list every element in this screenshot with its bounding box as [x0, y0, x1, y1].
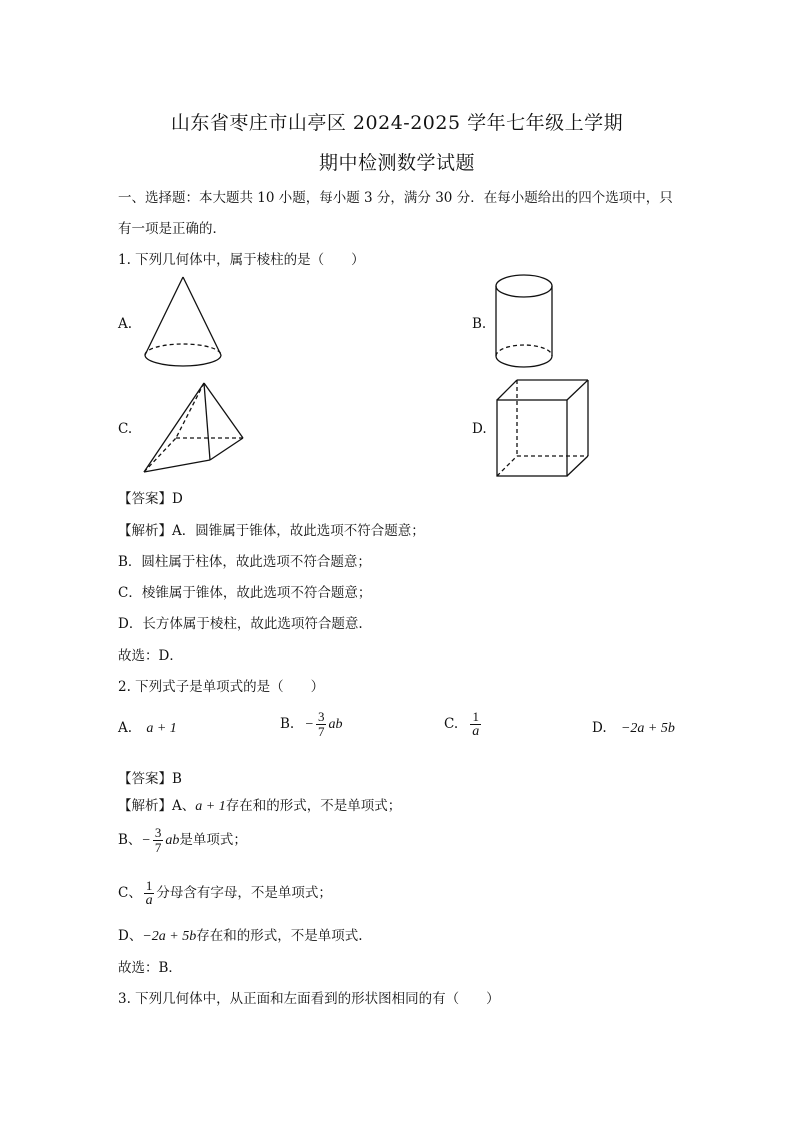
q2-analysis-d-text: 存在和的形式，不是单项式. [196, 928, 363, 944]
q2-analysis-c-numerator: 1 [145, 878, 153, 893]
q2-option-a-label: A. [118, 720, 133, 736]
section-intro-line2: 有一项是正确的． [118, 221, 226, 237]
q2-analysis-a-text: 存在和的形式，不是单项式； [225, 798, 402, 814]
q2-analysis-d-prefix: D、 [118, 928, 143, 944]
q2-analysis-b-numerator: 3 [154, 825, 162, 840]
q2-analysis-d [118, 924, 363, 945]
q2-analysis-a [118, 794, 401, 815]
pyramid-icon [140, 380, 250, 480]
q2-analysis-b-denominator: 7 [154, 840, 162, 855]
q1-option-c-label: C. [118, 421, 133, 437]
q1-option-b-label: B. [472, 316, 487, 332]
question-2-stem: 2. 下列式子是单项式的是（ ） [118, 679, 325, 695]
document-title-line2: 期中检测数学试题 [318, 152, 475, 174]
q2-answer: 【答案】B [118, 771, 182, 787]
q1-analysis-b: B．圆柱属于柱体，故此选项不符合题意； [118, 554, 371, 570]
cone-icon [140, 275, 230, 375]
q2-analysis-c-prefix: C、 [118, 885, 142, 901]
q2-option-b-numerator: 3 [317, 709, 325, 724]
q2-option-b-sign: − [304, 717, 314, 732]
q1-option-a-label: A. [118, 316, 133, 332]
q1-answer: 【答案】D [118, 491, 183, 507]
document-title-line1: 山东省枣庄市山亭区 2024-2025 学年七年级上学期 [170, 112, 624, 134]
q2-analysis-c-fraction [144, 879, 155, 908]
q2-option-d [592, 720, 675, 737]
q2-option-a-expr: a + 1 [146, 721, 177, 736]
q2-option-d-label: D. [592, 720, 607, 736]
q2-analysis-a-expr: a + 1 [195, 799, 226, 814]
q2-analysis-c-denominator: a [145, 893, 153, 908]
q2-option-b-denominator: 7 [317, 724, 325, 739]
section-intro-line1: 一、选择题：本大题共 10 小题，每小题 3 分，满分 30 分．在每小题给出的四个选项中，只 [118, 190, 673, 206]
q1-analysis-d: D．长方体属于棱柱，故此选项符合题意. [118, 616, 363, 632]
q2-option-c [444, 710, 483, 739]
q2-option-c-numerator: 1 [472, 709, 479, 724]
q2-option-a [118, 720, 177, 737]
q1-conclusion: 故选：D． [118, 648, 183, 664]
q2-option-d-expr: −2a + 5b [620, 721, 675, 736]
q2-option-c-label: C. [444, 716, 459, 732]
q2-option-b-fraction [316, 710, 327, 739]
q2-analysis-b-sign: − [141, 833, 151, 848]
q2-conclusion: 故选：B． [118, 960, 182, 976]
q2-option-b [280, 710, 342, 739]
q1-analysis-c: C．棱锥属于锥体，故此选项不符合题意； [118, 585, 372, 601]
q2-analysis-a-prefix: 【解析】A、 [118, 798, 196, 814]
q2-option-b-label: B. [280, 716, 295, 732]
q2-analysis-b [118, 826, 247, 855]
question-1-stem: 1. 下列几何体中，属于棱柱的是（ ） [118, 252, 365, 268]
question-3-stem: 3. 下列几何体中，从正面和左面看到的形状图相同的有（ ） [118, 991, 500, 1007]
q2-option-c-fraction [470, 710, 481, 739]
cylinder-icon [490, 272, 560, 372]
q2-analysis-d-expr: −2a + 5b [142, 929, 197, 944]
q2-option-c-denominator: a [472, 724, 480, 739]
q2-analysis-b-prefix: B、 [118, 832, 142, 848]
cuboid-icon [495, 378, 595, 480]
q2-analysis-c-text: 分母含有字母，不是单项式； [156, 885, 332, 901]
q1-analysis-a: 【解析】A．圆锥属于锥体，故此选项不符合题意； [118, 523, 425, 539]
q2-analysis-c [118, 879, 332, 908]
q1-option-d-label: D. [472, 421, 487, 437]
q2-analysis-b-expr: ab [165, 833, 180, 848]
q2-option-b-expr: ab [328, 717, 343, 732]
q2-analysis-b-fraction [153, 826, 164, 855]
q2-analysis-b-text: 是单项式； [179, 832, 247, 848]
